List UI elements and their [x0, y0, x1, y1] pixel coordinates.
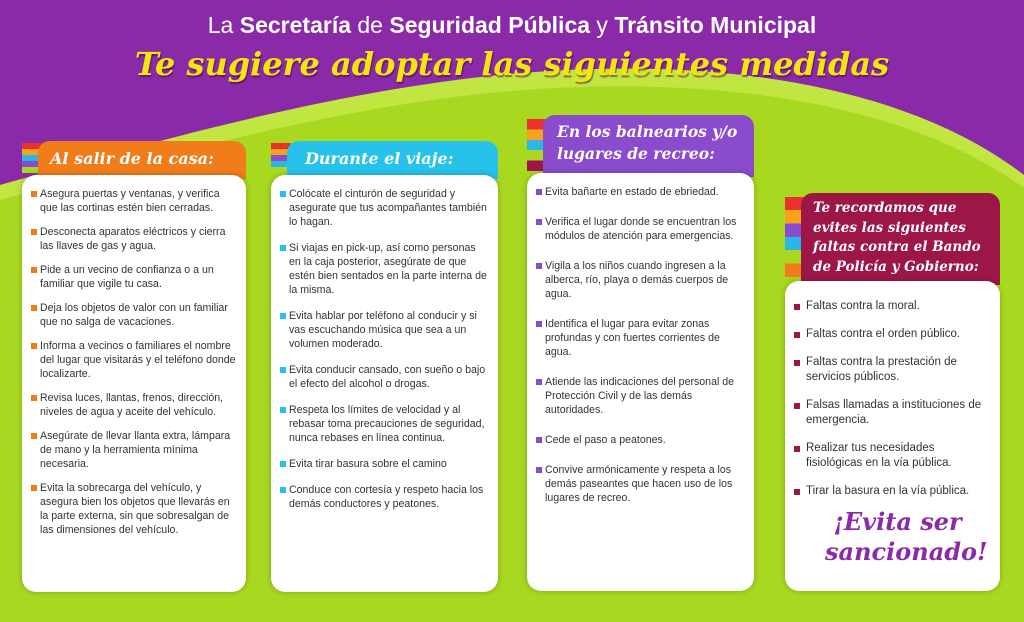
section-al-salir	[22, 141, 246, 592]
list-item: Tirar la basura en la vía pública.	[794, 484, 992, 499]
section-title-tab	[38, 141, 246, 179]
list-item: Falsas llamadas a instituciones de emergencia.	[794, 398, 992, 428]
list-item: Evita bañarte en estado de ebriedad.	[536, 185, 746, 199]
section-title-tab	[287, 141, 498, 179]
header-line-1-segment: Secretaría	[239, 12, 351, 38]
section-title-tab	[543, 115, 754, 177]
list-item: Cede el paso a peatones.	[536, 433, 746, 447]
list-item: Si viajas en pick-up, así como personas en la caja posterior, asegúrate de que estén bien sentados en la parte interna de la misma.	[280, 241, 490, 297]
header-line-1-segment: Seguridad Pública	[389, 12, 591, 38]
section-card	[271, 175, 498, 592]
section-list	[31, 187, 238, 547]
section-balnearios	[527, 115, 754, 591]
section-card	[527, 173, 754, 591]
list-item: Evita hablar por teléfono al conducir y si vas escuchando música que sea a un volumen moderado.	[280, 309, 490, 351]
section-durante-viaje	[271, 141, 498, 592]
list-item: Evita tirar basura sobre el camino	[280, 457, 490, 471]
list-item: Colócate el cinturón de seguridad y asegurate que tus acompañantes también lo hagan.	[280, 187, 490, 229]
section-list	[280, 187, 490, 523]
header-line-1-segment: de	[351, 12, 390, 38]
list-item: Evita conducir cansado, con sueño o bajo el efecto del alcohol o drogas.	[280, 363, 490, 391]
header-line-2: Te sugiere adoptar las siguientes medidas	[134, 45, 890, 83]
section-faltas	[785, 193, 1000, 591]
header	[0, 10, 1024, 84]
header-line-1-segment: y	[590, 12, 615, 38]
callout-evita-ser-sancionado: ¡Evita ser sancionado!	[825, 507, 988, 566]
section-list	[794, 299, 992, 512]
list-item: Vigila a los niños cuando ingresen a la alberca, río, playa o demás cuerpos de agua.	[536, 259, 746, 301]
section-title: Al salir de la casa:	[50, 149, 214, 168]
list-item: Identifica el lugar para evitar zonas profundas y con fuertes corrientes de agua.	[536, 317, 746, 359]
list-item: Pide a un vecino de confianza o a un familiar que vigile tu casa.	[31, 263, 238, 291]
list-item: Faltas contra el orden público.	[794, 327, 992, 342]
section-card	[22, 175, 246, 592]
header-line-1	[0, 10, 1024, 40]
header-line-1-segment: La	[207, 12, 240, 38]
section-title: Durante el viaje:	[305, 149, 454, 168]
list-item: Realizar tus necesidades fisiológicas en la vía pública.	[794, 441, 992, 471]
list-item: Faltas contra la moral.	[794, 299, 992, 314]
header-line-1-segment: Tránsito Municipal	[614, 12, 817, 38]
section-card	[785, 281, 1000, 591]
list-item: Faltas contra la prestación de servicios públicos.	[794, 355, 992, 385]
list-item: Informa a vecinos o familiares el nombre del lugar que visitarás y el teléfono donde localizarte.	[31, 339, 238, 381]
list-item: Deja los objetos de valor con un familiar que no salga de vacaciones.	[31, 301, 238, 329]
list-item: Revisa luces, llantas, frenos, dirección, niveles de agua y aceite del vehículo.	[31, 391, 238, 419]
list-item: Asegúrate de llevar llanta extra, lámpara de mano y la herramienta mínima necesaria.	[31, 429, 238, 471]
section-title-tab	[801, 193, 1000, 285]
list-item: Verifica el lugar donde se encuentran los módulos de atención para emergencias.	[536, 215, 746, 243]
list-item: Atiende las indicaciones del personal de Protección Civil y de las demás autoridades.	[536, 375, 746, 417]
list-item: Evita la sobrecarga del vehículo, y asegura bien los objetos que llevarás en la parte externa, sin que sobresalgan de las dimensiones del vehículo.	[31, 481, 238, 537]
list-item: Respeta los límites de velocidad y al rebasar toma precauciones de seguridad, nunca rebases en línea continua.	[280, 403, 490, 445]
list-item: Asegura puertas y ventanas, y verifica que las cortinas estén bien cerradas.	[31, 187, 238, 215]
list-item: Convive armónicamente y respeta a los demás paseantes que hacen uso de los lugares de recreo.	[536, 463, 746, 505]
section-title: Te recordamos que evites las siguientes faltas contra el Bando de Policía y Gobierno:	[813, 200, 981, 275]
section-title: En los balnearios y/o lugares de recreo:	[557, 122, 738, 163]
list-item: Conduce con cortesía y respeto hacia los demás conductores y peatones.	[280, 483, 490, 511]
section-list	[536, 185, 746, 521]
list-item: Desconecta aparatos eléctricos y cierra las llaves de gas y agua.	[31, 225, 238, 253]
